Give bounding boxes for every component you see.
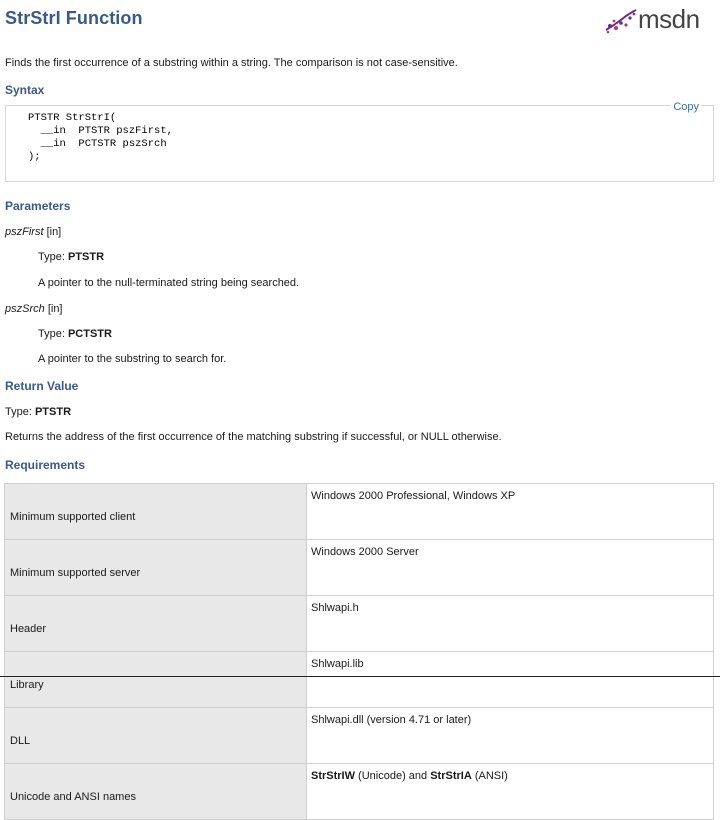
param-pszSrch-type xyxy=(38,328,112,340)
param-direction: [in] xyxy=(46,226,62,238)
table-row xyxy=(5,540,714,596)
param-type-label: Type: xyxy=(38,251,68,263)
requirement-key: Library xyxy=(5,652,307,708)
ansi-name-link[interactable]: StrStrIA xyxy=(430,770,472,782)
requirements-table xyxy=(4,483,714,820)
msdn-logo[interactable] xyxy=(602,4,712,36)
requirement-key: Minimum supported server xyxy=(5,540,307,596)
requirements-heading: Requirements xyxy=(5,458,86,472)
requirement-value: Windows 2000 Professional, Windows XP xyxy=(307,484,714,540)
requirement-key: DLL xyxy=(5,708,307,764)
requirement-value: Shlwapi.lib xyxy=(307,652,714,708)
param-pszSrch-header xyxy=(5,303,63,315)
requirement-value: Windows 2000 Server xyxy=(307,540,714,596)
logo-text: msdn xyxy=(638,4,700,34)
horizontal-rule xyxy=(0,676,720,677)
msdn-swirl-icon xyxy=(602,4,642,36)
return-type[interactable]: PTSTR xyxy=(34,406,72,418)
return-value-heading: Return Value xyxy=(5,379,79,393)
requirement-value: Shlwapi.dll (version 4.71 or later) xyxy=(307,708,714,764)
param-pszSrch-description: A pointer to the substring to search for. xyxy=(38,353,227,365)
syntax-code: PTSTR StrStrI( __in PTSTR pszFirst, __in PCTSTR pszSrch ); xyxy=(28,112,173,163)
parameters-heading: Parameters xyxy=(5,199,71,213)
param-name: pszFirst xyxy=(5,226,44,238)
param-type[interactable]: PCTSTR xyxy=(67,328,112,340)
requirement-key: Unicode and ANSI names xyxy=(5,764,307,820)
return-type-label: Type: xyxy=(5,406,35,418)
syntax-heading: Syntax xyxy=(5,83,45,97)
table-row xyxy=(5,484,714,540)
table-row xyxy=(5,652,714,708)
requirement-value: Shlwapi.h xyxy=(307,596,714,652)
value-text: (Unicode) and xyxy=(355,770,431,782)
value-text: (ANSI) xyxy=(471,770,508,782)
copy-link[interactable]: Copy xyxy=(673,101,699,113)
requirement-value xyxy=(307,764,714,820)
param-pszFirst-header xyxy=(5,226,61,238)
param-type-label: Type: xyxy=(38,328,68,340)
table-row xyxy=(5,708,714,764)
function-description: Finds the first occurrence of a substring within a string. The comparison is not case-sensitive. xyxy=(5,57,458,69)
param-pszFirst-description: A pointer to the null-terminated string being searched. xyxy=(38,277,300,289)
param-direction: [in] xyxy=(47,303,63,315)
requirement-key: Header xyxy=(5,596,307,652)
return-value-type xyxy=(5,406,71,418)
requirement-key: Minimum supported client xyxy=(5,484,307,540)
param-type[interactable]: PTSTR xyxy=(67,251,105,263)
table-row xyxy=(5,596,714,652)
param-name: pszSrch xyxy=(5,303,45,315)
page-title: StrStrI Function xyxy=(5,8,143,28)
return-value-description: Returns the address of the first occurrence of the matching substring if successful, or NULL otherwise. xyxy=(5,431,502,443)
param-pszFirst-type xyxy=(38,251,104,263)
syntax-code-box xyxy=(5,101,714,182)
unicode-name-link[interactable]: StrStrIW xyxy=(311,770,355,782)
table-row xyxy=(5,764,714,820)
